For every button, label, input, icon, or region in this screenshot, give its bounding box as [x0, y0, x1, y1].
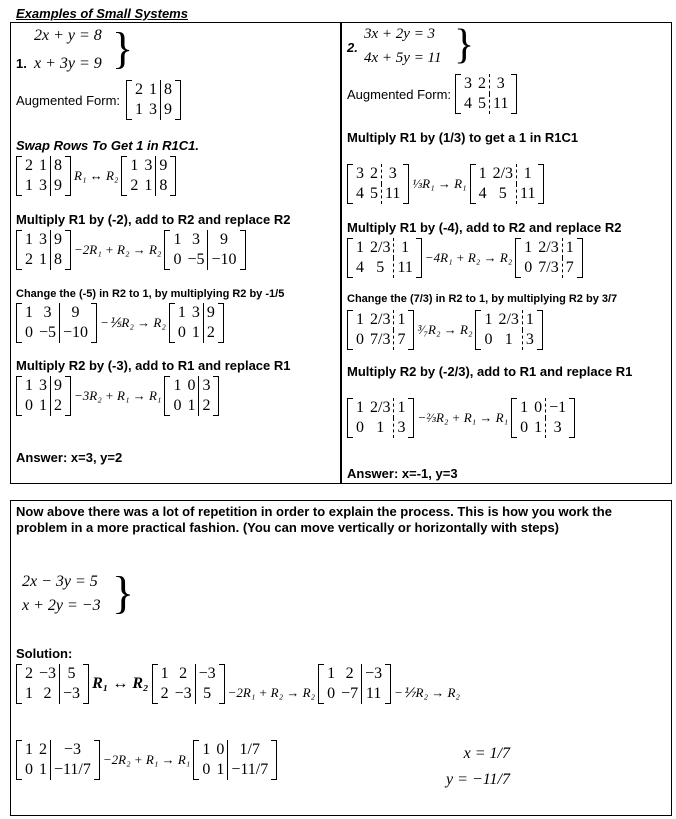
matrix-cell: 1 [135, 101, 144, 118]
matrix-cell: 9 [156, 156, 171, 176]
matrix-cell: 0 [25, 397, 33, 414]
matrix [16, 740, 100, 780]
matrix-cell: 1 [160, 665, 169, 682]
matrix-cell: 1 [520, 399, 529, 416]
matrix-cell: 9 [60, 303, 92, 323]
matrix-cell: 3 [144, 157, 153, 174]
matrix-cell: 3 [39, 177, 47, 194]
matrix-cell: 1 [25, 304, 33, 321]
row-operation: ⅓R₁ → R₁ [412, 176, 467, 191]
matrix-cell: 1 [504, 331, 513, 348]
example-1-system: 2x + y = 8 x + 3y = 9 [34, 27, 102, 72]
matrix-cell: 8 [156, 176, 171, 196]
matrix-cell: 5 [498, 185, 507, 202]
example-2-augmented: Augmented Form: 3 2 3 4 5 11 [347, 74, 517, 114]
matrix-cell: 2 [179, 665, 188, 682]
matrix-cell: 1 [177, 304, 186, 321]
matrix-cell: 3 [39, 377, 47, 394]
right-bracket [537, 310, 543, 350]
right-brace-icon: } [112, 24, 134, 73]
matrix-cell: −3 [60, 684, 84, 704]
matrix-cell: 11 [362, 684, 386, 704]
matrix-cell: 2 [39, 741, 47, 758]
matrix [16, 230, 71, 270]
matrix-cell: 2 [130, 177, 139, 194]
matrix-cell: 2 [51, 396, 66, 416]
row-operation: −⅔R₂ + R₁ → R₁ [417, 410, 509, 425]
matrix [16, 664, 89, 704]
matrix-cell: 2 [203, 323, 218, 343]
step-heading: Multiply R1 by (-2), add to R2 and replace R2 [16, 212, 291, 227]
matrix [318, 664, 391, 704]
matrix-cell: 3 [199, 376, 214, 396]
matrix-cell: 3 [382, 164, 404, 184]
matrix-cell: 11 [490, 94, 512, 114]
row-operation: R₁ ↔ R₂ [74, 168, 119, 183]
row-operation: −2R₁ + R₂ → R₂ [74, 242, 162, 257]
matrix-cell: 1 [130, 157, 139, 174]
matrix-cell: 3 [546, 418, 570, 438]
matrix-cell: 4 [356, 259, 364, 276]
matrix-cell: 4 [464, 95, 473, 112]
matrix-cell: 0 [173, 397, 182, 414]
matrix-cell: 3 [191, 231, 200, 248]
matrix-cell: −11/7 [51, 760, 94, 780]
matrix [169, 303, 224, 343]
final-result: x = 1/7 y = −11/7 [446, 745, 510, 788]
step-heading: Multiply R1 by (-4), add to R2 and replace R2 [347, 220, 622, 235]
matrix-cell: 0 [216, 741, 225, 758]
matrix-cell: 2 [370, 165, 378, 182]
matrix-cell: 1 [202, 741, 211, 758]
matrix-cell: 2 [199, 396, 214, 416]
matrix-cell: 2/3 [370, 399, 391, 416]
matrix-cell: 0 [177, 324, 186, 341]
matrix-cell: 2 [25, 251, 33, 268]
row-operation: −2R₁ + R₂ → R₂ [227, 685, 316, 700]
example-2-number: 2. [347, 40, 358, 55]
matrix-cell: 1 [25, 177, 33, 194]
bottom-system: 2x − 3y = 5 x + 2y = −3 [22, 573, 101, 614]
matrix [347, 398, 414, 438]
matrix-cell: 1 [534, 419, 543, 436]
matrix-cell: 9 [51, 376, 66, 396]
matrix-cell: 1 [478, 165, 487, 182]
matrix-cell: 2 [25, 665, 33, 682]
matrix-cell: 9 [203, 303, 218, 323]
step-row [347, 164, 544, 204]
matrix-cell: 11 [394, 258, 416, 278]
matrix-cell: 2 [25, 157, 33, 174]
matrix [475, 310, 542, 350]
right-bracket [538, 164, 544, 204]
solution-line-1 [16, 664, 463, 704]
matrix-cell: 3 [149, 101, 158, 118]
matrix [164, 376, 219, 416]
matrix-cell: −5 [39, 324, 57, 341]
answer-text: Answer: x=-1, y=3 [347, 466, 458, 481]
row-operation: −2R₂ + R₁ → R₁ [102, 752, 191, 767]
matrix-cell: 5 [478, 95, 487, 112]
matrix-cell: 3 [39, 231, 47, 248]
matrix-cell: 1 [25, 741, 33, 758]
matrix-cell: 0 [520, 419, 529, 436]
matrix-cell: 0 [524, 259, 533, 276]
step-row [347, 238, 583, 278]
step-row [16, 303, 224, 343]
matrix [126, 80, 181, 120]
matrix [152, 664, 225, 704]
matrix-cell: −10 [208, 250, 240, 270]
step-heading: Multiply R1 by (1/3) to get a 1 in R1C1 [347, 130, 579, 145]
matrix [347, 310, 414, 350]
matrix-cell: 4 [356, 185, 364, 202]
matrix-cell: 0 [25, 324, 33, 341]
matrix-cell: 1 [356, 399, 364, 416]
matrix-cell: 3 [191, 304, 200, 321]
matrix-cell: −10 [60, 323, 92, 343]
matrix-cell: 1 [356, 239, 364, 256]
page-title: Examples of Small Systems [16, 6, 188, 21]
matrix-cell: 11 [517, 184, 539, 204]
matrix-cell: −3 [39, 665, 57, 682]
step-heading: Multiply R2 by (-3), add to R1 and replace R1 [16, 358, 291, 373]
step-heading: Swap Rows To Get 1 in R1C1. [16, 138, 199, 153]
matrix-cell: 3 [522, 330, 537, 350]
row-operation: −⅐R₂ → R₂ [394, 685, 460, 700]
matrix-cell: 1 [173, 377, 182, 394]
matrix-cell: 1 [216, 761, 225, 778]
row-operation: −3R₂ + R₁ → R₁ [74, 388, 162, 403]
matrix-cell: 0 [187, 377, 196, 394]
step-heading: Multiply R2 by (-2/3), add to R1 and replace R1 [347, 364, 633, 379]
matrix-cell: 7/3 [370, 331, 391, 348]
right-bracket [213, 376, 219, 416]
matrix-cell: 0 [534, 399, 543, 416]
matrix-cell: 2 [135, 81, 144, 98]
matrix-cell: 1 [39, 761, 47, 778]
step-row [347, 310, 543, 350]
matrix-cell: 1 [522, 310, 537, 330]
matrix-cell: 2 [478, 75, 487, 92]
matrix-cell: 2/3 [498, 311, 519, 328]
matrix-cell: 1 [39, 251, 47, 268]
matrix-cell: 5 [195, 684, 219, 704]
matrix-cell: 3 [43, 304, 52, 321]
matrix-cell: 8 [51, 250, 66, 270]
matrix [16, 303, 97, 343]
matrix-cell: −11/7 [228, 760, 271, 780]
matrix [515, 238, 582, 278]
matrix-cell: 1 [327, 665, 336, 682]
matrix-cell: 1 [149, 81, 158, 98]
right-bracket [271, 740, 277, 780]
matrix [455, 74, 517, 114]
right-bracket [170, 156, 176, 196]
step-heading: Change the (-5) in R2 to 1, by multiplying R2 by -1/5 [16, 288, 285, 300]
matrix-cell: 1 [394, 310, 409, 330]
matrix-cell: 4 [478, 185, 487, 202]
matrix-cell: 2/3 [492, 165, 514, 182]
matrix [511, 398, 575, 438]
intro-paragraph: Now above there was a lot of repetition in order to explain the process. This is how you work the problem in a more practical fashion. (You can move vertically or horizontally with steps) [16, 504, 612, 535]
matrix-cell: 3 [394, 418, 409, 438]
right-brace-icon: } [454, 22, 475, 68]
matrix-cell: 1 [376, 419, 385, 436]
matrix-cell: 0 [25, 761, 33, 778]
matrix-cell: 9 [208, 230, 240, 250]
matrix-cell: 0 [484, 331, 493, 348]
right-bracket [175, 80, 181, 120]
right-brace-icon: } [112, 567, 135, 618]
matrix-cell: −3 [195, 664, 219, 684]
matrix-cell: 9 [161, 100, 176, 120]
matrix [121, 156, 176, 196]
matrix-cell: 7 [562, 258, 577, 278]
matrix-cell: 1 [25, 231, 33, 248]
matrix-cell: −3 [51, 740, 94, 760]
matrix-cell: 1 [144, 177, 153, 194]
right-bracket [569, 398, 575, 438]
step-row [16, 156, 176, 196]
row-operation: −4R₁ + R₂ → R₂ [424, 250, 513, 265]
right-bracket [511, 74, 517, 114]
matrix [347, 164, 409, 204]
matrix-cell: 2/3 [538, 239, 559, 256]
matrix-cell: 7 [394, 330, 409, 350]
matrix-cell: 7/3 [538, 259, 559, 276]
matrix-cell: 1 [25, 377, 33, 394]
matrix [16, 376, 71, 416]
matrix-cell: 1 [39, 397, 47, 414]
matrix [16, 156, 71, 196]
solution-label: Solution: [16, 646, 73, 661]
matrix-cell: 1 [39, 157, 47, 174]
matrix-cell: 1 [173, 231, 182, 248]
matrix-cell: 2 [160, 685, 169, 702]
answer-text: Answer: x=3, y=2 [16, 450, 123, 465]
matrix-cell: −3 [362, 664, 386, 684]
example-2-system: 3x + 2y = 3 4x + 5y = 11 [364, 26, 442, 66]
matrix-cell: 1 [484, 311, 493, 328]
matrix-cell: 1 [394, 398, 409, 418]
example-1-augmented: Augmented Form: 2 1 8 1 3 9 [16, 80, 181, 120]
matrix-cell: 8 [161, 80, 176, 100]
matrix-cell: 1 [562, 238, 577, 258]
matrix-cell: 1 [517, 164, 539, 184]
matrix [193, 740, 277, 780]
matrix [164, 230, 245, 270]
step-row [347, 398, 575, 438]
matrix-cell: 1 [191, 324, 200, 341]
matrix-cell: 5 [60, 664, 84, 684]
step-row [16, 376, 219, 416]
matrix-cell: 11 [382, 184, 404, 204]
matrix-cell: 1 [25, 685, 33, 702]
matrix-cell: −5 [187, 251, 205, 268]
matrix [347, 238, 422, 278]
matrix-cell: 5 [370, 185, 378, 202]
matrix-cell: 2 [43, 685, 52, 702]
matrix [470, 164, 545, 204]
matrix-cell: 1 [524, 239, 533, 256]
matrix-cell: 0 [356, 419, 364, 436]
right-bracket [577, 238, 583, 278]
right-bracket [218, 303, 224, 343]
matrix-cell: 1/7 [228, 740, 271, 760]
matrix-cell: −1 [546, 398, 570, 418]
row-operation: −⅕R₂ → R₂ [100, 315, 166, 330]
right-bracket [240, 230, 246, 270]
matrix-cell: 3 [464, 75, 473, 92]
example-1-number: 1. [16, 56, 27, 71]
matrix-cell: 9 [51, 176, 66, 196]
matrix-cell: 1 [394, 238, 416, 258]
matrix-cell: 3 [356, 165, 364, 182]
matrix-cell: −3 [174, 685, 192, 702]
matrix-cell: 2/3 [370, 311, 391, 328]
matrix-cell: −7 [341, 685, 359, 702]
matrix-cell: 2 [345, 665, 354, 682]
matrix-cell: 0 [327, 685, 336, 702]
matrix-cell: 1 [356, 311, 364, 328]
row-operation: R₁ ↔ R₂ [92, 675, 149, 692]
step-row [16, 230, 246, 270]
matrix-cell: 0 [356, 331, 364, 348]
matrix-cell: 5 [376, 259, 385, 276]
solution-line-2 [16, 740, 277, 780]
matrix-cell: 3 [490, 74, 512, 94]
step-heading: Change the (7/3) in R2 to 1, by multiplying R2 by 3/7 [347, 293, 618, 305]
matrix-cell: 0 [173, 251, 182, 268]
matrix-cell: 2/3 [370, 239, 391, 256]
matrix-cell: 0 [202, 761, 211, 778]
matrix-cell: 8 [51, 156, 66, 176]
row-operation: ³⁄₇R₂ → R₂ [417, 322, 473, 337]
matrix-cell: 9 [51, 230, 66, 250]
matrix-cell: 1 [187, 397, 196, 414]
